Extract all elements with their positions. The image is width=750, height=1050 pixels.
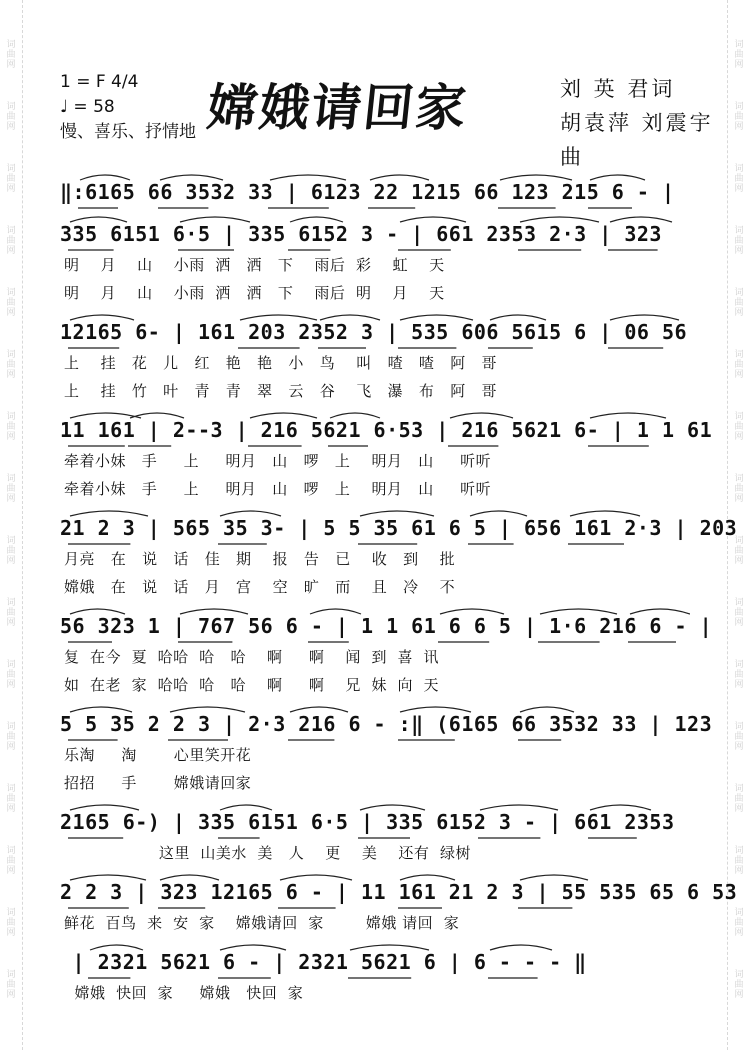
score-row — [60, 212, 690, 310]
lyric-line: 嫦娥 快回 家 嫦娥 快回 家 — [64, 984, 304, 1002]
lyric-line: 上 挂 竹 叶 青 青 翠 云 谷 飞 瀑 布 阿 哥 — [64, 382, 497, 400]
score-row — [60, 940, 690, 1010]
notation-line: 2 2 3 | 323 12165 6 - | 11 161 21 2 3 | 55 535 65 6 53 — [60, 880, 738, 904]
song-title: 嫦娥请回家 — [204, 78, 471, 137]
notation-line: 56 323 1 | 767 56 6 - | 1 1 61 6 6 5 | 1·6 216 6 - | — [60, 614, 713, 638]
lyric-line: 招招 手 嫦娥请回家 — [64, 774, 252, 792]
lyric-line: 明 月 山 小雨 洒 洒 下 雨后 明 月 天 — [64, 284, 445, 302]
notation-line: 21 2 3 | 565 35 3- | 5 5 35 61 6 5 | 656 161 2·3 | 203 — [60, 516, 738, 540]
watermark-text: 词 曲 网 — [6, 474, 16, 504]
score-row — [60, 800, 690, 870]
watermark-text: 词 曲 网 — [6, 536, 16, 566]
watermark-text: 词 曲 网 — [6, 660, 16, 690]
score-row — [60, 506, 738, 604]
watermark-strip-left — [0, 0, 23, 1050]
key-signature: 1 = F 4/4 — [60, 72, 139, 92]
notation-line: ‖:6165 66 3532 33 | 6123 22 1215 66 123 215 6 - | — [60, 180, 675, 204]
score-row — [60, 702, 713, 800]
watermark-text: 词 曲 网 — [6, 164, 16, 194]
watermark-text: 词 曲 网 — [734, 164, 744, 194]
watermark-text: 词 曲 网 — [734, 40, 744, 70]
score-header — [60, 70, 720, 169]
lyric-line: 乐淘 淘 心里笑开花 — [64, 746, 252, 764]
watermark-text: 词 曲 网 — [6, 412, 16, 442]
watermark-text: 词 曲 网 — [6, 722, 16, 752]
score-row — [60, 310, 690, 408]
watermark-text: 词 曲 网 — [734, 784, 744, 814]
watermark-text: 词 曲 网 — [734, 536, 744, 566]
composer-credit: 胡袁萍 刘震宇 曲 — [560, 111, 714, 169]
watermark-text: 词 曲 网 — [734, 102, 744, 132]
watermark-text: 词 曲 网 — [734, 660, 744, 690]
lyric-line: 明 月 山 小雨 洒 洒 下 雨后 彩 虹 天 — [64, 256, 445, 274]
watermark-text: 词 曲 网 — [6, 288, 16, 318]
watermark-text: 词 曲 网 — [734, 722, 744, 752]
meta-block — [60, 70, 196, 145]
watermark-text: 词 曲 网 — [734, 226, 744, 256]
credits-block — [560, 72, 720, 174]
lyric-line: 复 在今 夏 哈哈 哈 哈 啊 啊 闻 到 喜 讯 — [64, 648, 440, 666]
watermark-text: 词 曲 网 — [734, 598, 744, 628]
watermark-text: 词 曲 网 — [734, 970, 744, 1000]
notation-line: | 2321 5621 6 - | 2321 5621 6 | 6 - - - ‖ — [60, 950, 587, 974]
score-row — [60, 870, 738, 940]
watermark-text: 词 曲 网 — [6, 970, 16, 1000]
lyric-line: 牵着小妹 手 上 明月 山 啰 上 明月 山 听听 — [64, 480, 492, 498]
notation-line: 5 5 35 2 2 3 | 2·3 216 6 - :‖ (6165 66 3532 33 | 123 — [60, 712, 713, 736]
lyric-line: 月亮 在 说 话 佳 期 报 告 已 收 到 批 — [64, 550, 456, 568]
watermark-text: 词 曲 网 — [734, 350, 744, 380]
score-row — [60, 170, 690, 212]
watermark-text: 词 曲 网 — [6, 784, 16, 814]
watermark-text: 词 曲 网 — [734, 474, 744, 504]
watermark-text: 词 曲 网 — [6, 102, 16, 132]
lyricist-credit: 刘 英 君词 — [560, 77, 676, 101]
tempo-marking: ♩ = 58 — [60, 97, 115, 117]
notation-line: 335 6151 6·5 | 335 6152 3 - | 661 2353 2·3 | 323 — [60, 222, 662, 246]
lyric-line: 牵着小妹 手 上 明月 山 啰 上 明月 山 听听 — [64, 452, 492, 470]
score-row — [60, 604, 713, 702]
score-row — [60, 408, 713, 506]
lyric-line: 鲜花 百鸟 来 安 家 嫦娥请回 家 嫦娥 请回 家 — [64, 914, 460, 932]
watermark-text: 词 曲 网 — [6, 226, 16, 256]
expression-marking: 慢、喜乐、抒情地 — [60, 122, 196, 142]
lyric-line: 嫦娥 在 说 话 月 宫 空 旷 而 且 冷 不 — [64, 578, 456, 596]
lyric-line: 上 挂 花 儿 红 艳 艳 小 鸟 叫 喳 喳 阿 哥 — [64, 354, 497, 372]
watermark-text: 词 曲 网 — [734, 412, 744, 442]
watermark-text: 词 曲 网 — [734, 908, 744, 938]
watermark-text: 词 曲 网 — [734, 846, 744, 876]
lyric-line: 这里 山美水 美 人 更 美 还有 绿树 — [64, 844, 471, 862]
watermark-text: 词 曲 网 — [6, 350, 16, 380]
watermark-text: 词 曲 网 — [734, 288, 744, 318]
score-body — [60, 170, 738, 1010]
watermark-text: 词 曲 网 — [6, 40, 16, 70]
lyric-line: 如 在老 家 哈哈 哈 哈 啊 啊 兄 妹 向 天 — [64, 676, 440, 694]
notation-line: 2165 6-) | 335 6151 6·5 | 335 6152 3 - | 661 2353 — [60, 810, 675, 834]
notation-line: 11 161 | 2--3 | 216 5621 6·53 | 216 5621 6- | 1 1 61 — [60, 418, 713, 442]
notation-line: 12165 6- | 161 203 2352 3 | 535 606 5615 6 | 06 56 — [60, 320, 688, 344]
watermark-text: 词 曲 网 — [6, 846, 16, 876]
watermark-text: 词 曲 网 — [6, 598, 16, 628]
watermark-text: 词 曲 网 — [6, 908, 16, 938]
